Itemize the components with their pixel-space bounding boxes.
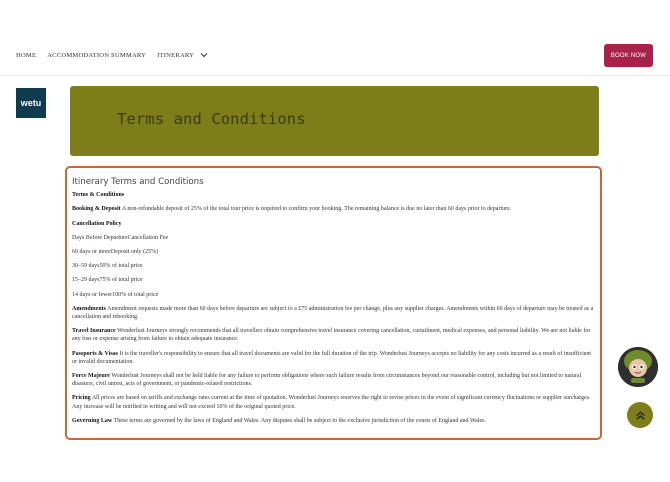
chevron-double-up-icon	[634, 409, 647, 422]
title-banner	[70, 86, 599, 156]
amendments-paragraph	[72, 305, 595, 321]
nav-home-label: HOME	[16, 51, 37, 59]
terms-panel	[65, 166, 602, 440]
booking-deposit-label: Booking & Deposit	[72, 206, 121, 213]
amendments-text: Amendment requests made more than 60 days before departure are subject to a £75 administration fee per change, plus any supplier charges. Amendments within 60 days of departure may be treated as a cancellation and rebooking.	[72, 305, 594, 321]
travel-insurance-text: Wonderlust Journeys strongly recommends that all travellers obtain comprehensive travel insurance covering cancellation, curtailment, medical expenses, and personal liability. We are not liable for any loss or expense arising from failure to obtain adequate insurance.	[72, 328, 591, 343]
pricing-paragraph	[72, 394, 595, 410]
amendments-label: Amendments	[72, 305, 106, 312]
governing-law-label: Governing Law	[72, 417, 113, 424]
pricing-label: Pricing	[72, 395, 91, 402]
nav-home[interactable]	[16, 52, 36, 59]
nav-accommodation-summary[interactable]	[47, 52, 146, 59]
cancellation-heading	[72, 220, 595, 228]
cancellation-row: 30–59 days50% of total price	[72, 263, 143, 270]
passports-visas-label: Passports & Visas	[72, 350, 119, 357]
cancellation-row: 60 days or moreDeposit only (25%)	[72, 249, 159, 256]
governing-law-text: These terms are governed by the laws of England and Wales. Any disputes shall be subject to the exclusive jurisdiction of the courts of England and Wales.	[112, 417, 486, 424]
passports-visas-text: It is the traveller's responsibility to ensure that all travel documents are valid for the full duration of the trip. Wonderlust Journeys accepts no liability for any costs incurred as a result of insufficient or invalid documentation.	[72, 350, 592, 365]
page-title: Terms and Conditions	[117, 110, 306, 128]
cancellation-row: Days Before DepartureCancellation Fee	[72, 234, 169, 241]
booking-deposit-text: A non-refundable deposit of 25% of the total tour price is required to confirm your booking. The remaining balance is due no later than 60 days prior to departure.	[120, 206, 512, 213]
cancellation-heading-label: Cancellation Policy	[72, 220, 122, 227]
force-majeure-paragraph	[72, 372, 595, 388]
scroll-to-top-button[interactable]	[627, 402, 653, 428]
force-majeure-label: Force Majeure	[72, 373, 110, 380]
terms-subheading	[72, 191, 595, 199]
chat-avatar-button[interactable]	[618, 347, 658, 387]
passports-visas-paragraph	[72, 350, 595, 366]
book-now-button[interactable]: BOOK NOW	[604, 44, 653, 67]
governing-law-paragraph	[72, 417, 595, 425]
chevron-down-icon	[199, 50, 209, 60]
nav-accommodation-label: ACCOMMODATION SUMMARY	[47, 51, 147, 59]
main-nav	[16, 50, 209, 60]
terms-subheading-label: Terms & Conditions	[72, 192, 125, 199]
pricing-text: All prices are based on tariffs and exchange rates current at the time of quotation. Wonderlust Journeys reserves the right to revise prices in the event of significant currency fluctuations or supplier surcharges. Any increase will be notified in writing and will not exceed 10% of the original quoted price.	[72, 395, 591, 410]
chat-avatar-icon	[618, 347, 658, 387]
nav-itinerary[interactable]	[157, 50, 209, 60]
nav-itinerary-label: ITINERARY	[157, 51, 195, 59]
terms-heading: Itinerary Terms and Conditions	[72, 177, 204, 187]
force-majeure-text: Wonderlust Journeys shall not be held liable for any failure to perform obligations where such failure results from circumstances beyond our reasonable control, including but not limited to natural disasters, civil unrest, acts of government, or pandemic-related restrictions.	[72, 373, 582, 388]
travel-insurance-paragraph	[72, 327, 595, 343]
booking-deposit-paragraph	[72, 205, 595, 213]
wetu-logo: wetu	[16, 88, 46, 118]
cancellation-row: 14 days or fewer100% of total price	[72, 291, 159, 298]
top-navigation-bar	[0, 0, 670, 76]
cancellation-row: 15–29 days75% of total price	[72, 277, 143, 284]
travel-insurance-label: Travel Insurance	[72, 328, 116, 335]
